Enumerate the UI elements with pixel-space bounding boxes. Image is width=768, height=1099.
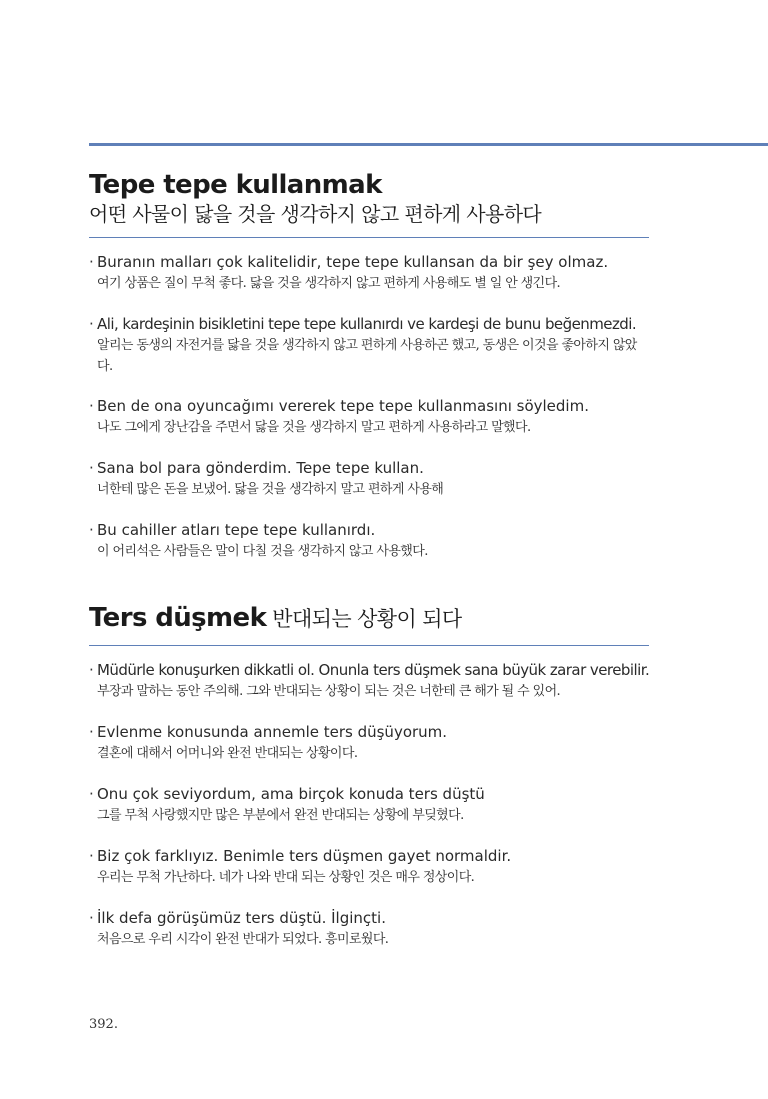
- idiom-section-ters-dusmek: [89, 602, 649, 950]
- example-korean: 우리는 무척 가난하다. 네가 나와 반대 되는 상황인 것은 매우 정상이다.: [97, 870, 475, 885]
- idiom-section-tepe-tepe: [89, 169, 649, 562]
- idiom-heading: [89, 602, 649, 634]
- bullet-dot: ·: [89, 315, 94, 333]
- bullet-dot: ·: [89, 253, 94, 271]
- example-item: [89, 520, 649, 562]
- bullet-dot: ·: [89, 521, 94, 539]
- example-list: [89, 252, 649, 562]
- bullet-dot: ·: [89, 661, 94, 679]
- example-turkish: İlk defa görüşümüz ters düştü. İlginçti.: [97, 909, 386, 927]
- example-turkish: Ben de ona oyuncağımı vererek tepe tepe kullanmasını söyledim.: [97, 397, 589, 415]
- example-turkish: Evlenme konusunda annemle ters düşüyorum.: [97, 723, 448, 741]
- section-divider: [89, 237, 649, 238]
- idiom-title: Ters düşmek: [89, 603, 267, 633]
- example-turkish: Buranın malları çok kalitelidir, tepe tepe kullansan da bir şey olmaz.: [97, 253, 609, 271]
- idiom-meaning: 반대되는 상황이 되다: [272, 607, 462, 631]
- example-item: [89, 784, 649, 826]
- bullet-dot: ·: [89, 909, 94, 927]
- example-item: [89, 846, 649, 888]
- example-turkish: Onu çok seviyordum, ama birçok konuda ters düştü: [97, 785, 485, 803]
- example-korean: 결혼에 대해서 어머니와 완전 반대되는 상황이다.: [97, 746, 358, 761]
- example-turkish: Biz çok farklıyız. Benimle ters düşmen gayet normaldir.: [97, 847, 512, 865]
- example-list: [89, 660, 649, 950]
- bullet-dot: ·: [89, 397, 94, 415]
- example-turkish: Sana bol para gönderdim. Tepe tepe kullan.: [97, 459, 424, 477]
- example-korean: 그를 무척 사랑했지만 많은 부분에서 완전 반대되는 상황에 부딪혔다.: [97, 808, 464, 823]
- example-turkish: Bu cahiller atları tepe tepe kullanırdı.: [97, 521, 376, 539]
- example-korean: 여기 상품은 질이 무척 좋다. 닳을 것을 생각하지 않고 편하게 사용해도 별 일 안 생긴다.: [97, 276, 561, 291]
- example-item: [89, 396, 649, 438]
- section-divider: [89, 645, 649, 646]
- page-number: 392.: [89, 1017, 118, 1032]
- example-korean: 알리는 동생의 자전거를 닳을 것을 생각하지 않고 편하게 사용하곤 했고, 동생은 이것을 좋아하지 않았다.: [97, 338, 637, 374]
- bullet-dot: ·: [89, 459, 94, 477]
- example-korean: 이 어리석은 사람들은 말이 다칠 것을 생각하지 않고 사용했다.: [97, 544, 428, 559]
- example-item: [89, 252, 649, 294]
- example-turkish: Müdürle konuşurken dikkatli ol. Onunla ters düşmek sana büyük zarar verebilir.: [97, 661, 650, 679]
- example-item: [89, 722, 649, 764]
- bullet-dot: ·: [89, 723, 94, 741]
- idiom-meaning: 어떤 사물이 닳을 것을 생각하지 않고 편하게 사용하다: [89, 202, 542, 226]
- example-korean: 처음으로 우리 시각이 완전 반대가 되었다. 흥미로웠다.: [97, 932, 389, 947]
- example-korean: 부장과 말하는 동안 주의해. 그와 반대되는 상황이 되는 것은 너한테 큰 해가 될 수 있어.: [97, 684, 561, 699]
- header-rule: [89, 143, 768, 146]
- bullet-dot: ·: [89, 847, 94, 865]
- example-korean: 나도 그에게 장난감을 주면서 닳을 것을 생각하지 말고 편하게 사용하라고 말했다.: [97, 420, 531, 435]
- example-turkish: Ali, kardeşinin bisikletini tepe tepe kullanırdı ve kardeşi de bunu beğenmezdi.: [97, 315, 637, 333]
- bullet-dot: ·: [89, 785, 94, 803]
- example-korean: 너한테 많은 돈을 보냈어. 닳을 것을 생각하지 말고 편하게 사용해: [97, 482, 444, 497]
- example-item: [89, 314, 649, 377]
- example-item: [89, 660, 649, 702]
- idiom-title: Tepe tepe kullanmak: [89, 170, 382, 200]
- example-item: [89, 908, 649, 950]
- example-item: [89, 458, 649, 500]
